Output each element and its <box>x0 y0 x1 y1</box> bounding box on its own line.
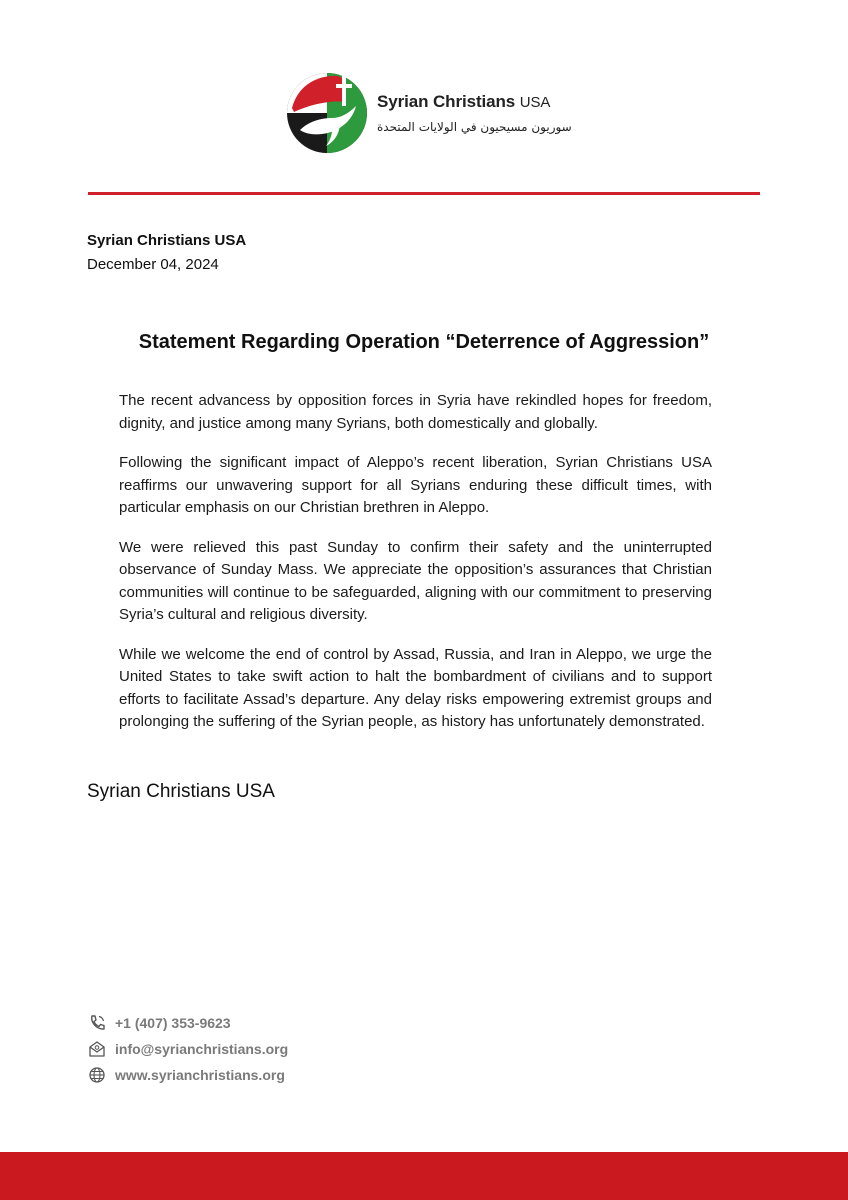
contact-email-row[interactable] <box>88 1036 288 1062</box>
contact-email[interactable]: info@syrianchristians.org <box>115 1041 289 1057</box>
footer-band <box>0 1152 848 1200</box>
email-icon <box>88 1040 106 1058</box>
letter-date: December 04, 2024 <box>87 256 219 273</box>
syrian-christians-logo-icon <box>286 72 368 154</box>
contact-phone[interactable]: +1 (407) 353-9623 <box>115 1015 231 1031</box>
body-paragraph: Following the significant impact of Aleppo’s recent liberation, Syrian Christians USA reaffirms our unwavering support for all Syrians enduring these difficult times, with particular emphasis on our Christian brethren in Aleppo. <box>119 454 712 516</box>
logo-title-suffix: USA <box>519 94 551 111</box>
globe-icon <box>88 1066 106 1084</box>
statement-title: Statement Regarding Operation “Deterrence of Aggression” <box>138 331 710 353</box>
signature: Syrian Christians USA <box>87 781 275 802</box>
body-paragraph: The recent advancess by opposition forces in Syria have rekindled hopes for freedom, dignity, and justice among many Syrians, both domestically and globally. <box>119 392 712 432</box>
body-paragraph: While we welcome the end of control by Assad, Russia, and Iran in Aleppo, we urge the United States to take swift action to halt the bombardment of civilians and to support efforts to facilitate Assad’s departure. Any delay risks empowering extremist groups and prolonging the suffering of the Syrian people, as history has unfortunately demonstrated. <box>119 645 712 730</box>
header-divider <box>88 192 760 195</box>
contact-website[interactable]: www.syrianchristians.org <box>115 1067 285 1083</box>
contact-block <box>88 1010 288 1088</box>
contact-website-row[interactable] <box>88 1062 288 1088</box>
body-paragraph: We were relieved this past Sunday to confirm their safety and the uninterrupted observance of Sunday Mass. We appreciate the opposition’s assurances that Christian communities will continue to be safeguarded, aligning with our commitment to preserving Syria’s cultural and religious diversity. <box>119 538 712 623</box>
logo-title-text: Syrian Christians <box>377 92 516 111</box>
phone-icon <box>88 1014 106 1032</box>
logo-title <box>377 92 550 112</box>
statement-body <box>119 390 712 751</box>
logo <box>286 72 572 156</box>
logo-arabic-subtitle: سوريون مسيحيون في الولايات المتحدة <box>377 120 572 134</box>
contact-phone-row[interactable] <box>88 1010 288 1036</box>
sender-organization: Syrian Christians USA <box>87 232 247 249</box>
